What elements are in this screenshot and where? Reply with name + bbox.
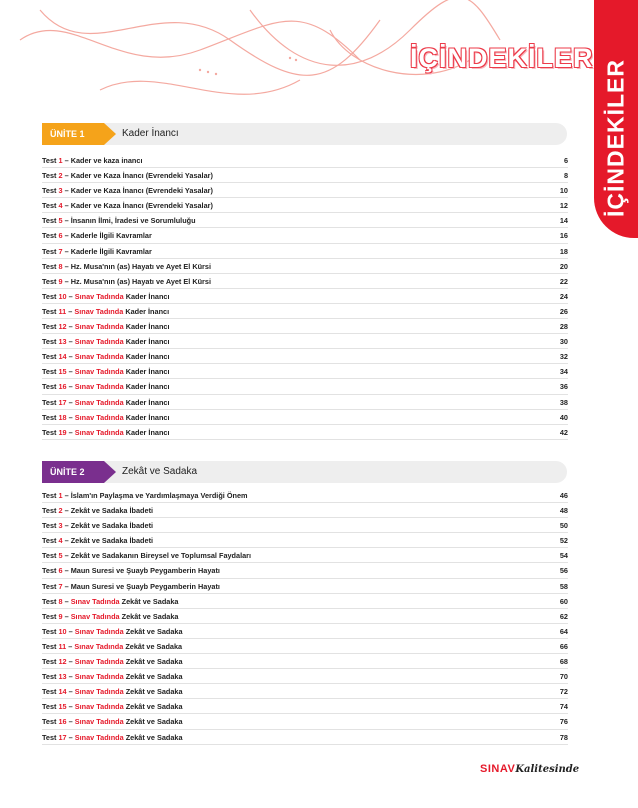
toc-row <box>42 213 568 228</box>
page-number: 78 <box>559 732 568 742</box>
test-prefix: Test <box>42 231 57 241</box>
test-number: 4 <box>58 201 63 211</box>
topic-title: Kader ve kaza inancı <box>70 156 143 165</box>
toc-row <box>42 198 568 213</box>
toc-list-unit-1 <box>42 153 568 440</box>
test-prefix: Test <box>42 171 57 181</box>
dash: – <box>68 657 73 667</box>
test-number: 3 <box>58 521 63 531</box>
dash: – <box>68 732 73 742</box>
topic-title: Kader İnancı <box>125 291 170 301</box>
topic-title: Kader İnancı <box>125 352 170 362</box>
test-number: 11 <box>58 641 67 651</box>
toc-row <box>42 259 568 274</box>
dash: – <box>64 261 69 271</box>
exam-tag: Sınav Tadında <box>74 717 124 727</box>
test-prefix: Test <box>42 427 57 437</box>
test-prefix: Test <box>42 397 57 407</box>
unit-header-1 <box>42 123 567 145</box>
test-number: 13 <box>58 672 67 682</box>
toc-entry-label <box>42 319 170 334</box>
page-number: 60 <box>559 596 568 606</box>
dash: – <box>68 626 73 636</box>
test-number: 4 <box>58 536 63 546</box>
page-number: 14 <box>559 216 568 226</box>
dash: – <box>64 276 69 286</box>
topic-title: Hz. Musa'nın (as) Hayatı ve Ayet El Kürsi <box>70 261 211 271</box>
page-number: 28 <box>559 322 568 332</box>
test-number: 11 <box>58 306 67 316</box>
dash: – <box>68 672 73 682</box>
topic-title: İnsanın İlmi, İradesi ve Sorumluluğu <box>70 216 196 226</box>
page-number: 40 <box>559 412 568 422</box>
topic-title: Maun Suresi ve Şuayb Peygamberin Hayatı <box>70 566 220 576</box>
page-number: 42 <box>559 427 568 437</box>
dash: – <box>68 641 73 651</box>
test-prefix: Test <box>42 732 57 742</box>
dash: – <box>68 382 73 392</box>
toc-row <box>42 364 568 379</box>
exam-tag: Sınav Tadında <box>74 732 124 742</box>
toc-row <box>42 579 568 594</box>
test-number: 14 <box>58 352 67 362</box>
page-number: 32 <box>559 352 568 362</box>
unit-title: Kader İnancı <box>122 128 179 139</box>
page-number: 12 <box>559 201 568 211</box>
topic-title: Kaderle İlgili Kavramlar <box>70 231 152 241</box>
page-number: 68 <box>559 657 568 667</box>
test-number: 10 <box>58 626 67 636</box>
toc-row <box>42 533 568 548</box>
page-number: 10 <box>559 186 568 196</box>
page-number: 26 <box>559 306 568 316</box>
topic-title: Zekât ve Sadaka İbadeti <box>70 536 154 546</box>
toc-entry-label <box>42 579 220 594</box>
toc-entry-label <box>42 274 211 289</box>
test-number: 3 <box>58 186 63 196</box>
toc-row <box>42 548 568 563</box>
toc-row <box>42 654 568 669</box>
toc-entry-label <box>42 548 251 563</box>
test-number: 14 <box>58 687 67 697</box>
test-number: 16 <box>58 717 67 727</box>
topic-title: Kader İnancı <box>125 306 170 316</box>
test-number: 6 <box>58 566 63 576</box>
dash: – <box>64 216 69 226</box>
toc-row <box>42 714 568 729</box>
unit-badge: ÜNİTE 2 <box>42 461 104 483</box>
topic-title: Zekât ve Sadaka <box>125 717 183 727</box>
test-prefix: Test <box>42 291 57 301</box>
exam-tag: Sınav Tadında <box>74 306 124 316</box>
page-number: 72 <box>559 687 568 697</box>
dash: – <box>64 611 69 621</box>
topic-title: Kader İnancı <box>125 322 170 332</box>
exam-tag: Sınav Tadında <box>74 337 124 347</box>
test-number: 9 <box>58 611 63 621</box>
test-number: 7 <box>58 246 63 256</box>
dash: – <box>64 521 69 531</box>
toc-entry-label <box>42 669 183 684</box>
test-prefix: Test <box>42 506 57 516</box>
topic-title: Zekât ve Sadaka <box>125 641 183 651</box>
page-number: 6 <box>563 156 568 165</box>
dash: – <box>68 337 73 347</box>
toc-row <box>42 730 568 745</box>
unit-header-2 <box>42 461 567 483</box>
page-number: 58 <box>559 581 568 591</box>
topic-title: Maun Suresi ve Şuayb Peygamberin Hayatı <box>70 581 220 591</box>
page-number: 18 <box>559 246 568 256</box>
test-prefix: Test <box>42 717 57 727</box>
toc-row <box>42 153 568 168</box>
test-number: 1 <box>58 156 63 165</box>
test-number: 15 <box>58 702 67 712</box>
dash: – <box>68 717 73 727</box>
toc-entry-label <box>42 488 248 503</box>
toc-entry-label <box>42 425 170 440</box>
toc-row <box>42 518 568 533</box>
toc-entry-label <box>42 503 153 518</box>
topic-title: Zekât ve Sadaka <box>125 626 183 636</box>
page-number: 74 <box>559 702 568 712</box>
toc-entry-label <box>42 563 220 578</box>
toc-entry-label <box>42 410 170 425</box>
toc-row <box>42 304 568 319</box>
test-number: 2 <box>58 506 63 516</box>
page-number: 76 <box>559 717 568 727</box>
toc-row <box>42 379 568 394</box>
page-number: 38 <box>559 397 568 407</box>
topic-title: Kader İnancı <box>125 337 170 347</box>
toc-row <box>42 669 568 684</box>
dash: – <box>68 702 73 712</box>
topic-title: Kader İnancı <box>125 367 170 377</box>
test-prefix: Test <box>42 581 57 591</box>
topic-title: Zekât ve Sadaka <box>125 657 183 667</box>
test-prefix: Test <box>42 657 57 667</box>
page-number: 36 <box>559 382 568 392</box>
toc-entry-label <box>42 609 178 624</box>
toc-row <box>42 274 568 289</box>
test-prefix: Test <box>42 261 57 271</box>
test-number: 6 <box>58 231 63 241</box>
page-number: 56 <box>559 566 568 576</box>
test-prefix: Test <box>42 641 57 651</box>
topic-title: Zekât ve Sadaka <box>125 687 183 697</box>
toc-entry-label <box>42 198 213 213</box>
exam-tag: Sınav Tadında <box>74 427 124 437</box>
test-prefix: Test <box>42 521 57 531</box>
dash: – <box>64 186 69 196</box>
toc-row <box>42 594 568 609</box>
topic-title: Zekât ve Sadaka <box>121 596 179 606</box>
unit-title: Zekât ve Sadaka <box>122 466 198 477</box>
unit-badge: ÜNİTE 1 <box>42 123 104 145</box>
topic-title: Kader İnancı <box>125 412 170 422</box>
toc-row <box>42 395 568 410</box>
test-prefix: Test <box>42 367 57 377</box>
test-prefix: Test <box>42 352 57 362</box>
test-number: 17 <box>58 732 67 742</box>
test-number: 10 <box>58 291 67 301</box>
test-prefix: Test <box>42 551 57 561</box>
exam-tag: Sınav Tadında <box>74 352 124 362</box>
toc-row <box>42 410 568 425</box>
page-number: 62 <box>559 611 568 621</box>
dash: – <box>64 581 69 591</box>
toc-entry-label <box>42 183 213 198</box>
toc-row <box>42 609 568 624</box>
dash: – <box>68 322 73 332</box>
dash: – <box>68 427 73 437</box>
toc-entry-label <box>42 168 213 183</box>
exam-tag: Sınav Tadında <box>74 382 124 392</box>
dash: – <box>64 231 69 241</box>
toc-row <box>42 334 568 349</box>
toc-entry-label <box>42 654 183 669</box>
test-prefix: Test <box>42 596 57 606</box>
toc-entry-label <box>42 594 178 609</box>
topic-title: Zekât ve Sadaka <box>125 672 183 682</box>
toc-row <box>42 183 568 198</box>
toc-row <box>42 168 568 183</box>
page-number: 46 <box>559 491 568 500</box>
side-title: İÇİNDEKİLER <box>602 59 629 217</box>
page-number: 16 <box>559 231 568 241</box>
exam-tag: Sınav Tadında <box>74 412 124 422</box>
test-prefix: Test <box>42 201 57 211</box>
toc-row <box>42 684 568 699</box>
toc-entry-label <box>42 289 170 304</box>
toc-entry-label <box>42 228 152 243</box>
toc-entry-label <box>42 334 170 349</box>
topic-title: Kader İnancı <box>125 382 170 392</box>
test-number: 8 <box>58 261 63 271</box>
toc-entry-label <box>42 259 211 274</box>
test-number: 5 <box>58 551 63 561</box>
toc-row <box>42 244 568 259</box>
test-prefix: Test <box>42 566 57 576</box>
toc-entry-label <box>42 349 170 364</box>
dash: – <box>64 551 69 561</box>
toc-entry-label <box>42 533 153 548</box>
page-number: 22 <box>559 276 568 286</box>
test-number: 18 <box>58 412 67 422</box>
toc-entry-label <box>42 518 153 533</box>
exam-tag: Sınav Tadında <box>70 611 120 621</box>
dash: – <box>68 291 73 301</box>
test-prefix: Test <box>42 491 57 500</box>
dash: – <box>64 246 69 256</box>
test-number: 8 <box>58 596 63 606</box>
test-number: 13 <box>58 337 67 347</box>
test-number: 1 <box>58 491 63 500</box>
exam-tag: Sınav Tadında <box>74 657 124 667</box>
toc-row <box>42 425 568 440</box>
toc-entry-label <box>42 395 170 410</box>
dash: – <box>64 171 69 181</box>
exam-tag: Sınav Tadında <box>74 626 124 636</box>
toc-row <box>42 488 568 503</box>
topic-title: İslam'ın Paylaşma ve Yardımlaşmaya Verdiği Önem <box>70 491 248 500</box>
exam-tag: Sınav Tadında <box>74 291 124 301</box>
page-title: İÇİNDEKİLER <box>410 43 594 73</box>
topic-title: Kader ve Kaza İnancı (Evrendeki Yasalar) <box>70 186 213 196</box>
dash: – <box>68 367 73 377</box>
dash: – <box>64 596 69 606</box>
toc-row <box>42 319 568 334</box>
test-number: 19 <box>58 427 67 437</box>
exam-tag: Sınav Tadında <box>70 596 120 606</box>
dash: – <box>64 506 69 516</box>
toc-entry-label <box>42 153 142 168</box>
topic-title: Zekât ve Sadaka <box>125 702 183 712</box>
topic-title: Zekât ve Sadaka <box>121 611 179 621</box>
test-prefix: Test <box>42 246 57 256</box>
test-prefix: Test <box>42 536 57 546</box>
toc-entry-label <box>42 730 183 745</box>
test-number: 5 <box>58 216 63 226</box>
page-number: 30 <box>559 337 568 347</box>
test-prefix: Test <box>42 702 57 712</box>
test-prefix: Test <box>42 216 57 226</box>
topic-title: Kader İnancı <box>125 427 170 437</box>
topic-title: Hz. Musa'nın (as) Hayatı ve Ayet El Kürsi <box>70 276 211 286</box>
toc-list-unit-2 <box>42 488 568 745</box>
page-number: 24 <box>559 291 568 301</box>
dash: – <box>64 566 69 576</box>
page-number: 52 <box>559 536 568 546</box>
topic-title: Zekât ve Sadaka İbadeti <box>70 506 154 516</box>
test-number: 12 <box>58 322 67 332</box>
dash: – <box>64 201 69 211</box>
dash: – <box>64 156 69 165</box>
topic-title: Zekât ve Sadaka <box>125 732 183 742</box>
dash: – <box>68 352 73 362</box>
brand-logo: SINAVKalitesinde <box>480 763 580 775</box>
test-prefix: Test <box>42 276 57 286</box>
test-number: 2 <box>58 171 63 181</box>
test-prefix: Test <box>42 611 57 621</box>
exam-tag: Sınav Tadında <box>74 367 124 377</box>
dash: – <box>64 536 69 546</box>
toc-row <box>42 289 568 304</box>
page-number: 34 <box>559 367 568 377</box>
dash: – <box>68 687 73 697</box>
page-number: 70 <box>559 672 568 682</box>
test-prefix: Test <box>42 687 57 697</box>
toc-entry-label <box>42 379 170 394</box>
toc-entry-label <box>42 304 169 319</box>
test-number: 9 <box>58 276 63 286</box>
topic-title: Kader İnancı <box>125 397 170 407</box>
toc-entry-label <box>42 684 183 699</box>
page-number: 64 <box>559 626 568 636</box>
topic-title: Zekât ve Sadakanın Bireysel ve Toplumsal Faydaları <box>70 551 252 561</box>
dash: – <box>64 491 69 500</box>
topic-title: Kader ve Kaza İnancı (Evrendeki Yasalar) <box>70 201 213 211</box>
test-prefix: Test <box>42 322 57 332</box>
toc-row <box>42 699 568 714</box>
test-prefix: Test <box>42 306 57 316</box>
toc-entry-label <box>42 244 152 259</box>
test-prefix: Test <box>42 412 57 422</box>
exam-tag: Sınav Tadında <box>74 672 124 682</box>
toc-entry-label <box>42 714 183 729</box>
test-prefix: Test <box>42 626 57 636</box>
exam-tag: Sınav Tadında <box>74 641 124 651</box>
page-number: 20 <box>559 261 568 271</box>
test-prefix: Test <box>42 156 57 165</box>
test-number: 17 <box>58 397 67 407</box>
topic-title: Zekât ve Sadaka İbadeti <box>70 521 154 531</box>
toc-row <box>42 349 568 364</box>
dash: – <box>68 397 73 407</box>
toc-entry-label <box>42 364 170 379</box>
test-number: 7 <box>58 581 63 591</box>
exam-tag: Sınav Tadında <box>74 397 124 407</box>
test-prefix: Test <box>42 337 57 347</box>
toc-entry-label <box>42 699 183 714</box>
page-number: 50 <box>559 521 568 531</box>
toc-row <box>42 563 568 578</box>
topic-title: Kader ve Kaza İnancı (Evrendeki Yasalar) <box>70 171 213 181</box>
toc-row <box>42 503 568 518</box>
exam-tag: Sınav Tadında <box>74 687 124 697</box>
toc-entry-label <box>42 639 182 654</box>
toc-row <box>42 624 568 639</box>
exam-tag: Sınav Tadında <box>74 702 124 712</box>
page-number: 8 <box>563 171 568 181</box>
toc-entry-label <box>42 213 196 228</box>
page-number: 54 <box>559 551 568 561</box>
page-number: 66 <box>559 641 568 651</box>
toc-entry-label <box>42 624 183 639</box>
exam-tag: Sınav Tadında <box>74 322 124 332</box>
toc-row <box>42 639 568 654</box>
toc-row <box>42 228 568 243</box>
test-prefix: Test <box>42 382 57 392</box>
page-number: 48 <box>559 506 568 516</box>
topic-title: Kaderle İlgili Kavramlar <box>70 246 152 256</box>
dash: – <box>68 412 73 422</box>
test-number: 12 <box>58 657 67 667</box>
dash: – <box>68 306 73 316</box>
test-prefix: Test <box>42 186 57 196</box>
test-number: 15 <box>58 367 67 377</box>
test-prefix: Test <box>42 672 57 682</box>
test-number: 16 <box>58 382 67 392</box>
